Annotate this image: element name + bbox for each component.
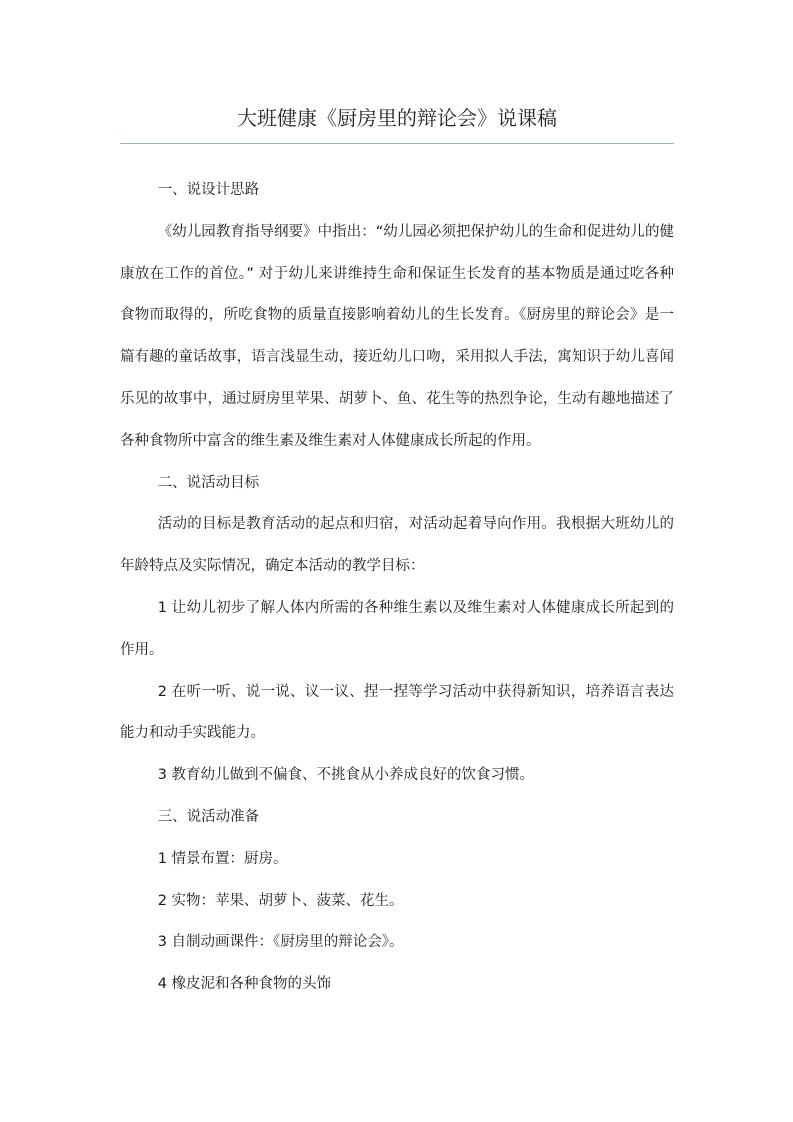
goal-item-2: 2 在听一听、说一说、议一议、捏一捏等学习活动中获得新知识，培养语言表达能力和动手实践能力。 bbox=[120, 683, 674, 742]
goal-item-3: 3 教育幼儿做到不偏食、不挑食从小养成良好的饮食习惯。 bbox=[157, 767, 535, 784]
document-title: 大班健康《厨房里的辩论会》说课稿 bbox=[237, 106, 557, 130]
paragraph-design-rationale: 《幼儿园教育指导纲要》中指出：“幼儿园必须把保护幼儿的生命和促进幼儿的健康放在工作的首位。” 对于幼儿来讲维持生命和保证生长发育的基本物质是通过吃各种食物而取得的，所吃食物的质量直接影响着幼儿的生长发育。《厨房里的辩论会》是一篇有趣的童话故事，语言浅显生动，接近幼儿口吻，采用拟人手法，寓知识于幼儿喜闻乐见的故事中，通过厨房里苹果、胡萝卜、鱼、花生等的热烈争论，生动有趣地描述了各种食物所中富含的维生素及维生素对人体健康成长所起的作用。 bbox=[120, 223, 674, 449]
title-divider bbox=[120, 143, 674, 144]
section-heading-preparation: 三、说活动准备 bbox=[157, 808, 260, 825]
document-body bbox=[120, 170, 674, 1006]
preparation-item-1: 1 情景布置：厨房。 bbox=[157, 850, 288, 867]
goal-item-1: 1 让幼儿初步了解人体内所需的各种维生素以及维生素对人体健康成长所起到的作用。 bbox=[120, 599, 674, 658]
preparation-item-4: 4 橡皮泥和各种食物的头饰 bbox=[157, 976, 332, 993]
preparation-item-2: 2 实物：苹果、胡萝卜、菠菜、花生。 bbox=[157, 892, 404, 909]
section-heading-design: 一、说设计思路 bbox=[157, 182, 260, 198]
paragraph-goals-intro: 活动的目标是教育活动的起点和归宿，对活动起着导向作用。我根据大班幼儿的年龄特点及实际情况，确定本活动的教学目标： bbox=[120, 516, 674, 575]
preparation-item-3: 3 自制动画课件：《厨房里的辩论会》。 bbox=[157, 934, 404, 951]
section-heading-goals: 二、说活动目标 bbox=[157, 474, 260, 491]
